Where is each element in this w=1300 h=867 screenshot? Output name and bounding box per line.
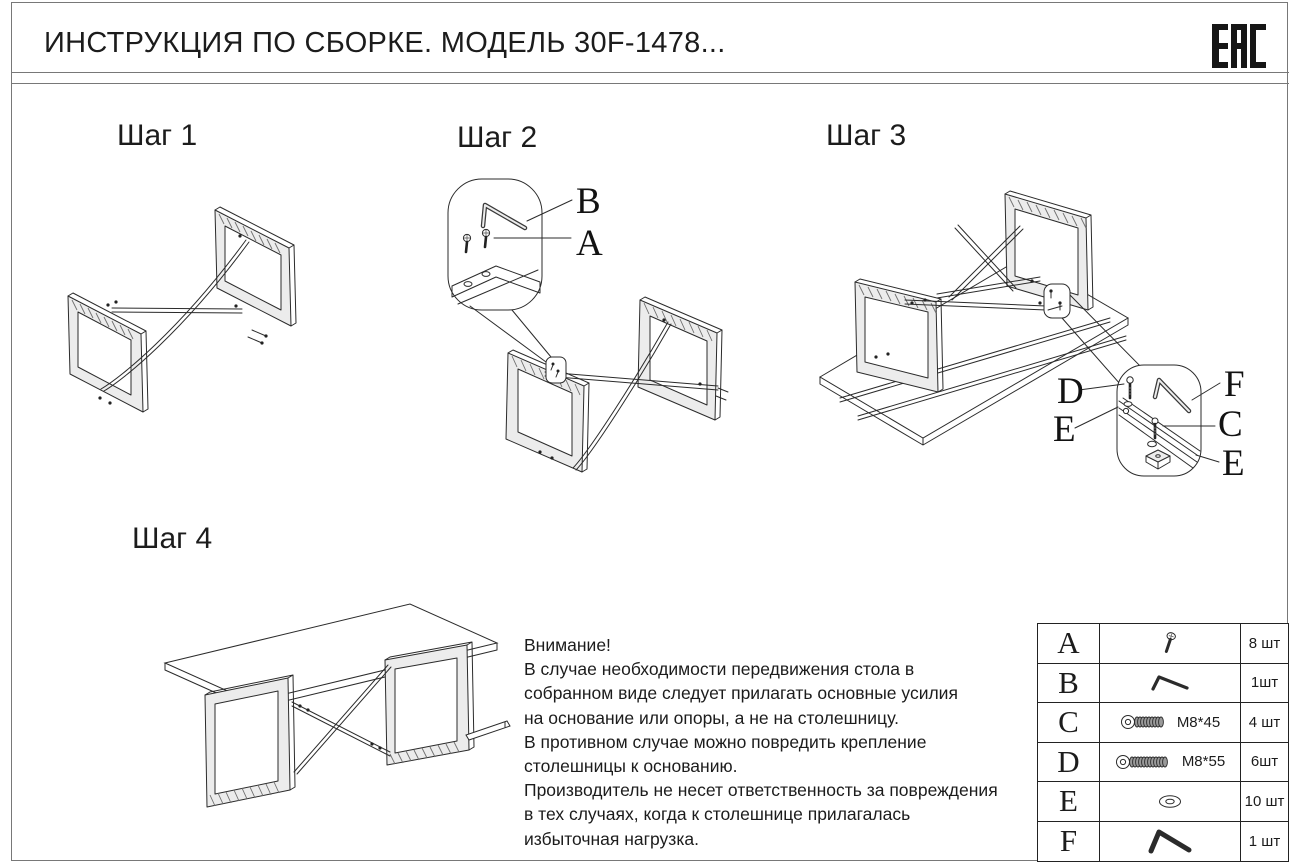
leg-frame-left <box>68 293 148 412</box>
part-qty: 10 шт <box>1241 782 1288 822</box>
part-key: B <box>1038 664 1100 704</box>
callout-balloon <box>1117 365 1201 476</box>
part-spec: M8*55 <box>1181 753 1226 771</box>
callout-label-b: B <box>576 181 601 222</box>
warning-line: в тех случаях, когда к столешнице прилагалась <box>524 804 911 825</box>
part-icon-cell <box>1100 703 1241 743</box>
warning-line: собранном виде следует прилагать основные усилия <box>524 683 958 704</box>
step-4-diagram <box>150 585 520 825</box>
part-spec: M8*45 <box>1176 713 1221 731</box>
warning-line: В противном случае можно повредить крепление <box>524 731 927 752</box>
screw-icon <box>1158 629 1182 657</box>
step-2-diagram <box>435 150 755 500</box>
leg-frame-left <box>855 279 943 392</box>
warning-title: Внимание! <box>524 635 611 655</box>
part-qty: 8 шт <box>1241 624 1288 664</box>
eac-certification-icon <box>1212 24 1266 68</box>
part-icon-cell <box>1100 743 1241 783</box>
part-qty: 6шт <box>1241 743 1288 783</box>
foot-rail <box>466 721 510 740</box>
part-qty: 1шт <box>1241 664 1288 704</box>
hex-key-small-icon <box>1148 671 1192 695</box>
fastening-point-marker <box>546 357 566 383</box>
callout-label-e2: E <box>1222 443 1245 484</box>
step-1-label: Шаг 1 <box>117 119 198 152</box>
callout-label-a: A <box>576 223 603 264</box>
leg-frame-right <box>215 207 296 326</box>
step-4-label: Шаг 4 <box>132 522 213 555</box>
page-title: ИНСТРУКЦИЯ ПО СБОРКЕ. МОДЕЛЬ 30F-1478... <box>44 27 726 59</box>
part-icon-cell <box>1100 822 1241 862</box>
title-separator-line-1 <box>11 72 1289 73</box>
warning-line: Производитель не несет ответственность за повреждения <box>524 780 998 801</box>
part-icon-cell <box>1100 664 1241 704</box>
callout-balloon <box>448 179 603 362</box>
warning-note <box>524 633 998 851</box>
title-separator-line-2 <box>11 83 1289 84</box>
callout-label-e1: E <box>1053 409 1076 450</box>
part-key: F <box>1038 822 1100 862</box>
washer-icon <box>1157 794 1183 809</box>
leg-frame-left <box>205 675 295 807</box>
part-key: D <box>1038 743 1100 783</box>
warning-line: столешницы к основанию. <box>524 756 738 777</box>
part-qty: 1 шт <box>1248 832 1281 850</box>
callout-label-c: C <box>1218 404 1243 445</box>
bolt-icon <box>1120 711 1168 733</box>
part-key: A <box>1038 624 1100 664</box>
warning-line: избыточная нагрузка. <box>524 828 699 849</box>
warning-line: на основание или опоры, а не на столешницу. <box>524 707 899 728</box>
callout-label-f: F <box>1224 364 1245 405</box>
step-3-label: Шаг 3 <box>826 119 907 152</box>
step-3-diagram <box>800 150 1275 495</box>
part-icon-cell <box>1100 782 1241 822</box>
step-2-label: Шаг 2 <box>457 121 538 154</box>
callout-label-d: D <box>1057 371 1084 412</box>
part-key: E <box>1038 782 1100 822</box>
hex-key-large-icon <box>1145 826 1195 856</box>
parts-table <box>1037 623 1289 862</box>
fastening-point-marker <box>1044 284 1070 318</box>
leader-line <box>512 310 551 357</box>
leg-frame-right <box>385 642 474 765</box>
step-1-diagram <box>50 185 320 445</box>
washer-icon <box>1148 441 1157 446</box>
part-icon-cell <box>1100 624 1241 664</box>
part-qty: 4 шт <box>1241 703 1288 743</box>
bolt-long-icon <box>1115 751 1173 773</box>
part-key: C <box>1038 703 1100 743</box>
warning-line: В случае необходимости передвижения стола в <box>524 659 915 680</box>
